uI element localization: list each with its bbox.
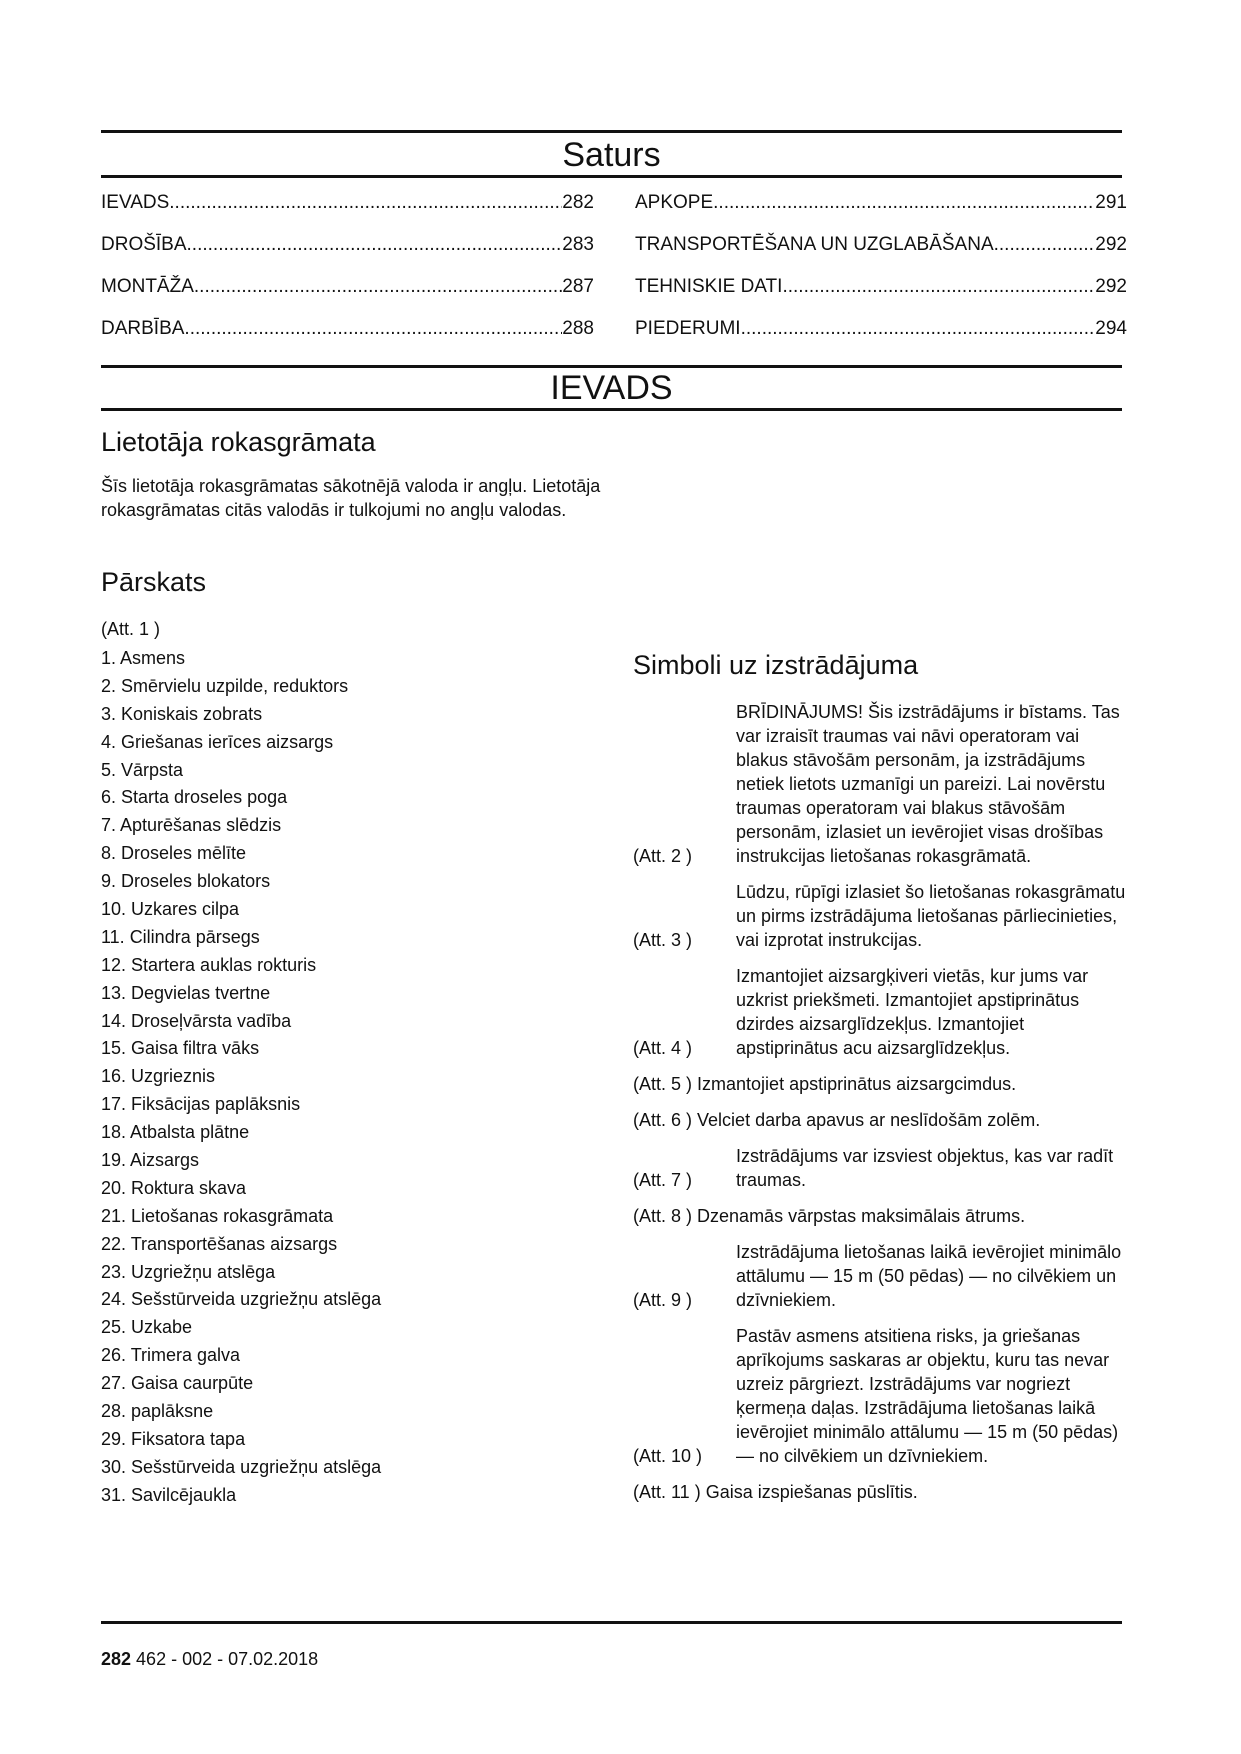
list-item: 31. Savilcējaukla (101, 1484, 237, 1505)
toc-entry-title: IEVADS (101, 192, 170, 213)
symbol-item-thrown-objects (633, 1144, 1129, 1192)
symbol-item-protective-equipment (633, 964, 1129, 1060)
list-item: 19. Aizsargs (101, 1150, 200, 1171)
toc-leader-dots (741, 316, 1096, 342)
toc-entry-title: TEHNISKIE DATI (635, 276, 783, 297)
list-item: 30. Sešstūrveida uzgriežņu atslēga (101, 1456, 382, 1477)
toc-entry-page: 287 (562, 276, 594, 297)
document-code: 462 - 002 - 07.02.2018 (131, 1649, 319, 1669)
list-item: 20. Roktura skava (101, 1177, 247, 1198)
symbol-description: Izmantojiet aizsargķiveri vietās, kur jums var uzkrist priekšmeti. Izmantojiet apstiprinātus dzirdes aizsarglīdzekļus. Izmantojiet apstiprinātus acu aizsarglīdzekļus. (736, 966, 1089, 1058)
toc-entry-page: 292 (1095, 276, 1127, 297)
toc-entry-page: 291 (1095, 192, 1127, 213)
list-item: 1. Asmens (101, 648, 186, 668)
list-item: 17. Fiksācijas paplāksnis (101, 1094, 301, 1115)
list-item: 26. Trimera galva (101, 1345, 241, 1366)
top-rule (101, 130, 1122, 133)
symbol-figure-ref: (Att. 7 ) (633, 1170, 693, 1190)
toc-leader-dots (184, 316, 562, 342)
toc-column-right (635, 190, 1127, 358)
list-item: 10. Uzkares cilpa (101, 899, 240, 920)
list-item: 5. Vārpsta (101, 759, 184, 780)
list-item: 13. Degvielas tvertne (101, 982, 271, 1003)
list-item: 18. Atbalsta plātne (101, 1122, 250, 1143)
symbol-item-gloves (633, 1072, 1129, 1096)
symbol-description: Velciet darba apavus ar neslīdošām zolēm. (697, 1110, 1041, 1130)
symbol-description: Izmantojiet apstiprinātus aizsargcimdus. (697, 1074, 1017, 1094)
list-item: 29. Fiksatora tapa (101, 1428, 246, 1449)
list-item: 28. paplāksne (101, 1401, 214, 1422)
symbols-list (633, 700, 1129, 1516)
page-number: 282 (101, 1649, 132, 1669)
symbol-figure-ref: (Att. 4 ) (633, 1038, 693, 1058)
toc-entry-page: 282 (562, 192, 594, 213)
toc-entry-title: DROŠĪBA (101, 234, 187, 255)
toc-entry-ievads[interactable] (101, 190, 594, 232)
toc-title: Saturs (562, 136, 661, 174)
manual-text-block (101, 474, 601, 522)
symbol-description: Izstrādājums var izsviest objektus, kas var radīt traumas. (736, 1146, 1114, 1190)
symbol-figure-ref: (Att. 11 ) (633, 1482, 701, 1502)
section-title-rule (101, 408, 1122, 411)
list-item: 4. Griešanas ierīces aizsargs (101, 731, 334, 752)
symbol-figure-ref: (Att. 6 ) (633, 1110, 693, 1130)
section-title: IEVADS (550, 369, 673, 407)
toc-entry-page: 292 (1095, 234, 1127, 255)
toc-leader-dots (782, 274, 1095, 300)
toc-entry-page: 283 (562, 234, 594, 255)
symbols-heading: Simboli uz izstrādājuma (633, 650, 919, 680)
symbol-figure-ref: (Att. 3 ) (633, 930, 693, 950)
list-item: 12. Startera auklas rokturis (101, 954, 317, 975)
symbol-item-shaft-speed (633, 1204, 1129, 1228)
list-item: 24. Sešstūrveida uzgriežņu atslēga (101, 1289, 382, 1310)
list-item: 21. Lietošanas rokasgrāmata (101, 1205, 334, 1226)
symbol-figure-ref: (Att. 9 ) (633, 1290, 693, 1310)
symbol-figure-ref: (Att. 8 ) (633, 1206, 693, 1226)
list-item: 23. Uzgriežņu atslēga (101, 1261, 276, 1282)
toc-title-rule (101, 175, 1122, 178)
list-item: 3. Koniskais zobrats (101, 703, 263, 724)
symbol-description: Lūdzu, rūpīgi izlasiet šo lietošanas rokasgrāmatu un pirms izstrādājuma lietošanas pārliecinieties, vai izprotat instrukcijas. (736, 882, 1126, 950)
list-item: 11. Cilindra pārsegs (101, 926, 260, 947)
symbol-item-primer-bulb (633, 1480, 1129, 1504)
toc-entry-darbiba[interactable] (101, 316, 594, 358)
symbol-figure-ref: (Att. 10 ) (633, 1446, 703, 1466)
list-item: 6. Starta droseles poga (101, 787, 288, 808)
toc-column-left (101, 190, 594, 358)
toc-entry-title: MONTĀŽA (101, 276, 194, 297)
page-footer (101, 1647, 318, 1671)
toc-leader-dots (994, 232, 1096, 258)
symbol-figure-ref: (Att. 5 ) (633, 1074, 693, 1094)
list-item: 16. Uzgrieznis (101, 1066, 216, 1087)
toc-entry-montaza[interactable] (101, 274, 594, 316)
toc-entry-tehniskie-dati[interactable] (635, 274, 1127, 316)
toc-entry-page: 294 (1095, 318, 1127, 339)
list-item: 15. Gaisa filtra vāks (101, 1038, 260, 1059)
list-item: 9. Droseles blokators (101, 871, 271, 892)
symbol-description: Izstrādājuma lietošanas laikā ievērojiet minimālo attālumu — 15 m (50 pēdas) — no cilvēkiem un dzīvniekiem. (736, 1242, 1122, 1310)
list-item: 25. Uzkabe (101, 1317, 193, 1338)
symbol-item-safety-distance (633, 1240, 1129, 1312)
symbol-figure-ref: (Att. 2 ) (633, 846, 693, 866)
manual-heading: Lietotāja rokasgrāmata (101, 427, 376, 457)
toc-leader-dots (187, 232, 563, 258)
list-item: 14. Droseļvārsta vadība (101, 1010, 292, 1031)
symbol-description: Pastāv asmens atsitiena risks, ja griešanas aprīkojums saskaras ar objektu, kuru tas nevar uzreiz pārgriezt. Izstrādājums var nogriezt ķermeņa daļas. Izstrādājuma lietošanas laikā ievērojiet minimālo attālumu — 15 m (50 pēdas) — no cilvēkiem un dzīvniekiem. (736, 1326, 1119, 1466)
list-item: 7. Apturēšanas slēdzis (101, 815, 282, 836)
list-item: 8. Droseles mēlīte (101, 843, 247, 864)
footer-rule (101, 1621, 1122, 1624)
toc-entry-title: DARBĪBA (101, 318, 185, 339)
symbol-description: Gaisa izspiešanas pūslītis. (705, 1482, 918, 1502)
overview-heading: Pārskats (101, 567, 207, 597)
symbol-description: BRĪDINĀJUMS! Šis izstrādājums ir bīstams. Tas var izraisīt traumas vai nāvi operatoram vai blakus stāvošām personām, ja izstrādājums netiek lietots uzmanīgi un pareizi. Lai novērstu traumas operatoram vai blakus stāvošām personām, izlasiet un ievērojiet visas drošības instrukcijas lietošanas rokasgrāmatā. (736, 702, 1120, 866)
toc-entry-title: APKOPE (635, 192, 714, 213)
symbol-item-boots (633, 1108, 1129, 1132)
list-item: 22. Transportēšanas aizsargs (101, 1233, 338, 1254)
manual-text: Šīs lietotāja rokasgrāmatas sākotnējā valoda ir angļu. Lietotāja rokasgrāmatas citās valodās ir tulkojumi no angļu valodas. (101, 476, 601, 520)
symbol-item-warning (633, 700, 1129, 868)
list-item: 2. Smērvielu uzpilde, reduktors (101, 675, 349, 696)
symbol-item-blade-thrust (633, 1324, 1129, 1468)
toc-entry-page: 288 (562, 318, 594, 339)
overview-parts-list (101, 646, 381, 1511)
toc-leader-dots (169, 190, 562, 216)
toc-entry-title: PIEDERUMI (635, 318, 741, 339)
toc-leader-dots (713, 190, 1095, 216)
toc-entry-piederumi[interactable] (635, 316, 1127, 358)
toc-entry-apkope[interactable] (635, 190, 1127, 232)
symbol-description: Dzenamās vārpstas maksimālais ātrums. (697, 1206, 1026, 1226)
overview-figure-ref: (Att. 1 ) (101, 619, 161, 639)
toc-leader-dots (194, 274, 562, 300)
toc-entry-drosiba[interactable] (101, 232, 594, 274)
toc-entry-transportesana[interactable] (635, 232, 1127, 274)
toc-entry-title: TRANSPORTĒŠANA UN UZGLABĀŠANA (635, 234, 994, 255)
list-item: 27. Gaisa caurpūte (101, 1373, 254, 1394)
symbol-item-read-manual (633, 880, 1129, 952)
